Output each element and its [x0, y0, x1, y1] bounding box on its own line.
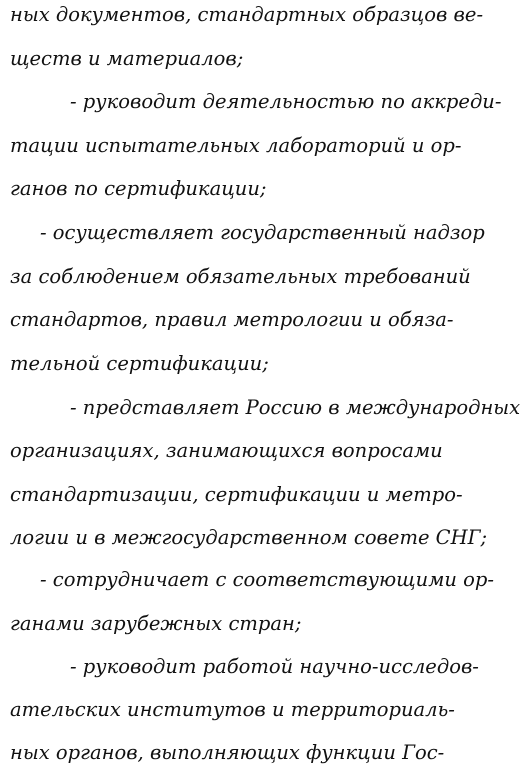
text-line-9: тельной сертификации;: [10, 352, 269, 375]
text-line-11: организациях, занимающихся вопросами: [10, 439, 443, 462]
text-line-10: - представляет Россию в международных: [70, 396, 521, 419]
text-line-7: за соблюдением обязательных требований: [10, 265, 471, 288]
text-line-12: стандартизации, сертификации и метро-: [10, 483, 463, 506]
text-line-1: ных документов, стандартных образцов ве-: [10, 3, 484, 26]
text-line-13: логии и в межгосударственном совете СНГ;: [10, 526, 488, 549]
text-line-4: тации испытательных лабораторий и ор-: [10, 134, 462, 157]
text-line-16: - руководит работой научно-исследов-: [70, 655, 479, 678]
text-line-8: стандартов, правил метрологии и обяза-: [10, 308, 454, 331]
text-line-3: - руководит деятельностью по аккреди-: [70, 90, 502, 113]
text-line-14: - сотрудничает с соответствующими ор-: [40, 568, 494, 591]
text-line-17: ательских институтов и территориаль-: [10, 698, 455, 721]
text-line-18: ных органов, выполняющих функции Гос-: [10, 741, 445, 764]
text-line-2: ществ и материалов;: [10, 47, 244, 70]
text-line-15: ганами зарубежных стран;: [10, 612, 302, 635]
text-line-6: - осуществляет государственный надзор: [40, 221, 485, 244]
text-line-5: ганов по сертификации;: [10, 177, 267, 200]
